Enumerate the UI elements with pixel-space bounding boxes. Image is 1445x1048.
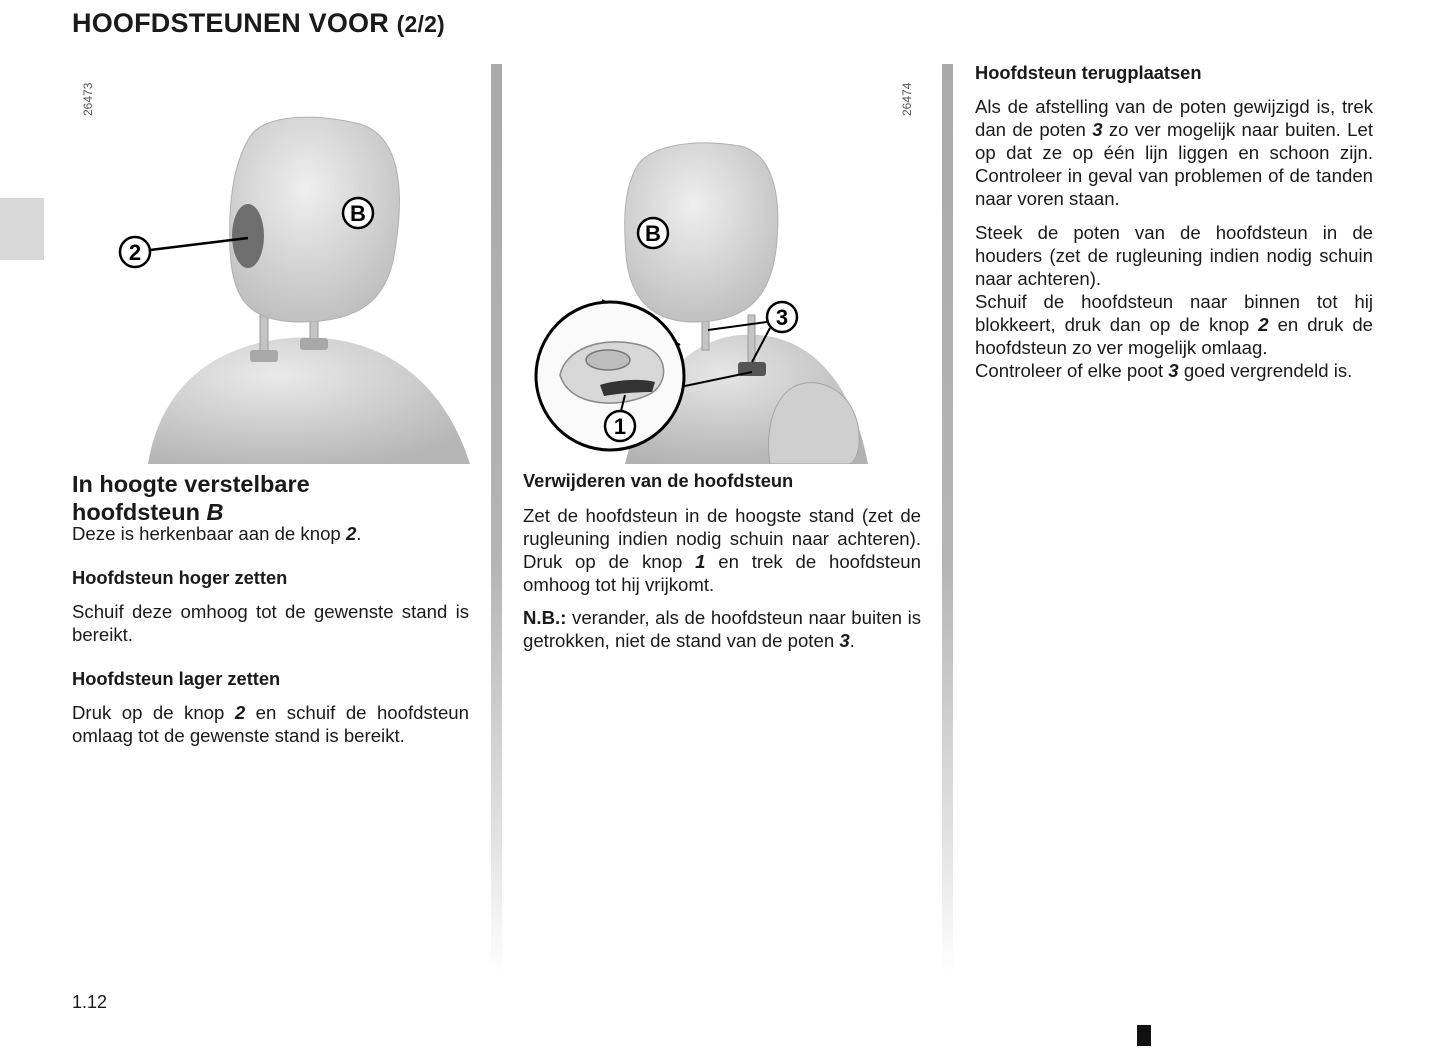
leader-line-3 [708, 322, 767, 330]
ref-2: 2 [234, 702, 246, 723]
post-hole [586, 350, 630, 370]
replace-paragraph-3: Schuif de hoofdsteun naar binnen tot hij blokkeert, druk dan op de knop 2 en druk de hoofdsteun zo ver mogelijk omlaag. [975, 291, 1374, 358]
callout-b: B [645, 221, 661, 246]
end-of-section-mark [1137, 1025, 1151, 1046]
heading-raise: Hoofdsteun hoger zetten [72, 567, 288, 588]
callout-1: 1 [613, 414, 627, 439]
replace-paragraph-1: Als de afstelling van de poten gewijzigd is, trek dan de poten 3 zo ver mogelijk naar buiten. Let op dat ze op één lijn liggen en schoon zijn. Controleer in geval van problemen of de tanden naar voren staan. [975, 96, 1374, 209]
nb-paragraph: N.B.: verander, als de hoofdsteun naar buiten is getrokken, niet de stand van de poten 3. [523, 607, 921, 651]
seat-back-shape [148, 337, 470, 464]
column-3 [975, 62, 1373, 382]
ref-3: 3 [1168, 360, 1179, 381]
ref-1: 1 [695, 551, 706, 572]
section-tab [0, 198, 44, 260]
figure-id-1: 26473 [81, 82, 95, 116]
lower-paragraph: Druk op de knop 2 en schuif de hoofdsteun omlaag tot de gewenste stand is bereikt. [72, 702, 469, 746]
ref-2: 2 [345, 523, 357, 544]
nb-label: N.B.: [523, 607, 567, 628]
ref-3: 3 [1092, 119, 1103, 140]
column-divider-1 [491, 64, 502, 974]
column-2 [523, 470, 921, 652]
intro-paragraph: Deze is herkenbaar aan de knop 2. [72, 523, 362, 544]
heading-remove: Verwijderen van de hoofdsteun [523, 470, 794, 491]
figure-headrest-removal [530, 130, 870, 464]
heading-lower: Hoofdsteun lager zetten [72, 668, 281, 689]
column-divider-2 [942, 64, 953, 974]
page-title [72, 8, 445, 39]
ref-2: 2 [1258, 314, 1269, 335]
replace-paragraph-2: Steek de poten van de hoofdsteun in de houders (zet de rugleuning indien nodig schuin naar achteren). [975, 222, 1373, 289]
post-guide [300, 338, 328, 350]
callout-b: B [350, 201, 366, 226]
heading-replace: Hoofdsteun terugplaatsen [975, 62, 1202, 83]
heading-line-2: hoofdsteun [72, 499, 200, 525]
remove-paragraph: Zet de hoofdsteun in de hoogste stand (zet de rugleuning indien nodig schuin naar achteren). Druk op de knop 1 en trek de hoofdsteun omhoog tot hij vrijkomt. [523, 505, 921, 595]
section-heading-adjustable [72, 470, 469, 526]
replace-paragraph-4: Controleer of elke poot 3 goed vergrendeld is. [975, 360, 1353, 381]
heading-line-1: In hoogte verstelbare [72, 471, 310, 497]
ref-3: 3 [839, 630, 850, 651]
page-number: 1.12 [72, 992, 108, 1012]
column-1 [72, 470, 469, 747]
post-guide [250, 350, 278, 362]
figure-headrest-height [100, 100, 472, 464]
heading-letter: B [206, 499, 224, 525]
figure-id-2: 26474 [900, 82, 914, 116]
raise-paragraph: Schuif deze omhoog tot de gewenste stand is bereikt. [72, 601, 469, 645]
page-title-suffix: (2/2) [396, 11, 445, 37]
callout-3: 3 [775, 305, 789, 330]
callout-2: 2 [128, 240, 142, 265]
page-title-text: HOOFDSTEUNEN VOOR [72, 8, 389, 38]
button-2-shape [232, 204, 264, 268]
